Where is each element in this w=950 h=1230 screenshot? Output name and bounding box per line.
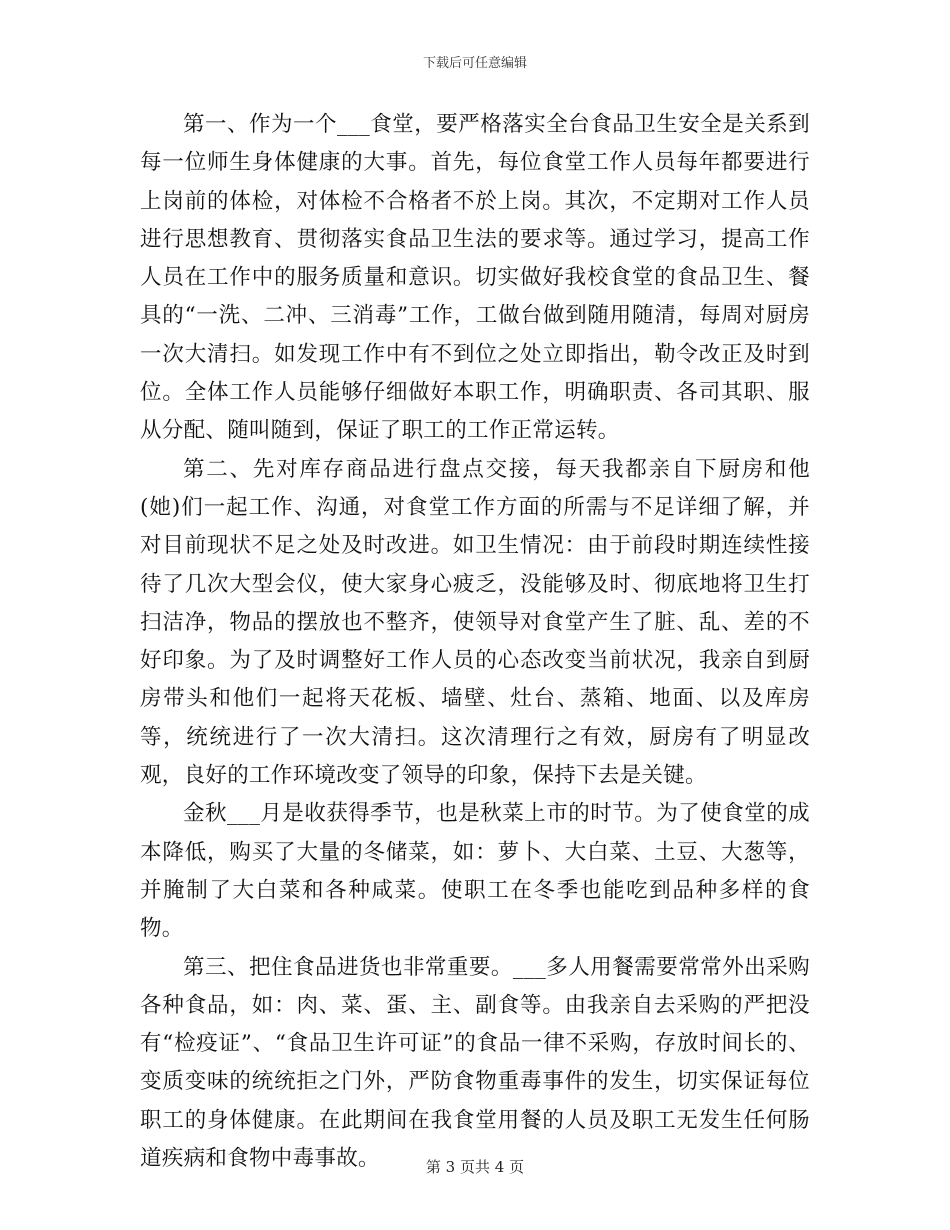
page-number: 第 3 页共 4 页 <box>425 1158 525 1176</box>
paragraph-4: 第三、把住食品进货也非常重要。___多人用餐需要常常外出采购各种食品，如：肉、菜、蛋、主、副食等。由我亲自去采购的严把没有“检疫证”、“食品卫生许可证”的食品一律不采购，存放时间长的、变质变味的统统拒之门外，严防食物重毒事件的发生，切实保证每位职工的身体健康。在此期间在我食堂用餐的人员及职工无发生任何肠道疾病和食物中毒事故。 <box>140 954 810 1172</box>
page-header: 下载后可任意编辑 <box>422 56 527 71</box>
paragraph-2: 第二、先对库存商品进行盘点交接，每天我都亲自下厨房和他(她)们一起工作、沟通，对食堂工作方面的所需与不足详细了解，并对目前现状不足之处及时改进。如卫生情况：由于前段时期连续性接待了几次大型会仪，使大家身心疲乏，没能够及时、彻底地将卫生打扫洁净，物品的摆放也不整齐，使领导对食堂产生了脏、乱、差的不好印象。为了及时调整好工作人员的心态改变当前状况，我亲自到厨房带头和他们一起将天花板、墙壁、灶台、蒸箱、地面、以及库房等，统统进行了一次大清扫。这次清理行之有效，厨房有了明显改观，良好的工作环境改变了领导的印象，保持下去是关键。 <box>140 456 810 789</box>
paragraph-1: 第一、作为一个___食堂，要严格落实全台食品卫生安全是关系到每一位师生身体健康的大事。首先，每位食堂工作人员每年都要进行上岗前的体检，对体检不合格者不於上岗。其次，不定期对工作人员进行思想教育、贯彻落实食品卫生法的要求等。通过学习，提高工作人员在工作中的服务质量和意识。切实做好我校食堂的食品卫生、餐具的“一洗、二冲、三消毒”工作，工做台做到随用随清，每周对厨房一次大清扫。如发现工作中有不到位之处立即指出，勒令改正及时到位。全体工作人员能够仔细做好本职工作，明确职责、各司其职、服从分配、随叫随到，保证了职工的工作正常运转。 <box>140 112 810 444</box>
paragraph-3: 金秋___月是收获得季节，也是秋菜上市的时节。为了使食堂的成本降低，购买了大量的冬储菜，如：萝卜、大白菜、土豆、大葱等，并腌制了大白菜和各种咸菜。使职工在冬季也能吃到品种多样的食物。 <box>140 801 810 942</box>
document-body <box>140 106 810 1178</box>
